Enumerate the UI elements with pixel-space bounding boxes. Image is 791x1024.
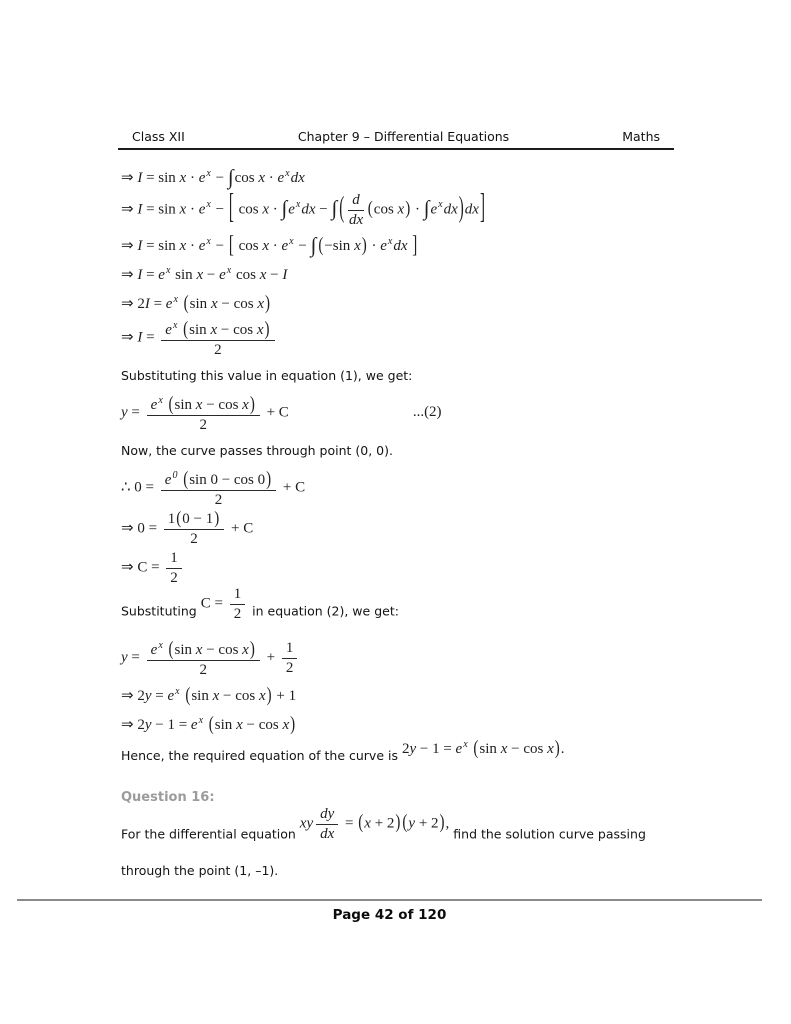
math-delimiter: ) (290, 714, 296, 736)
denominator (161, 491, 276, 509)
math-delimiter: ] (479, 190, 485, 228)
denominator (147, 416, 260, 434)
math-text: 0 − 1 (182, 511, 214, 527)
math-variable: I (144, 296, 150, 312)
math-superscript: x (158, 395, 163, 406)
math-superscript: x (206, 236, 211, 247)
math-text: = sin (142, 170, 180, 186)
math-text: · (411, 201, 424, 218)
math-text: − cos (217, 322, 257, 338)
denominator (161, 341, 274, 359)
math-text: ⇒ 0 = (121, 520, 161, 537)
paragraph-with-math (121, 806, 677, 854)
integral-icon: ∫ (310, 233, 317, 257)
math-text: sin (479, 741, 501, 757)
math-text: , (445, 815, 450, 832)
math-delimiter: ) (361, 235, 367, 257)
fraction (147, 637, 260, 679)
integral-icon: ∫ (331, 196, 338, 221)
math-variable: e (165, 322, 172, 338)
math-text: · (265, 170, 278, 186)
math-variable: x (262, 238, 269, 254)
math-text: − cos (507, 741, 548, 757)
math-delimiter: ( (185, 685, 191, 707)
math-variable: I (137, 267, 143, 283)
math-variable: y (409, 741, 417, 757)
math-variable: d (352, 192, 360, 208)
math-text: 2 (199, 417, 207, 433)
denominator (348, 211, 364, 229)
math-superscript: x (206, 199, 211, 211)
math-text: 2 (170, 570, 178, 586)
denominator (166, 569, 182, 587)
math-delimiter: [ (228, 190, 234, 228)
math-delimiter: ( (473, 737, 479, 760)
math-text: sin (189, 322, 211, 338)
math-text: ⇒ (121, 329, 138, 346)
paragraph: Now, the curve passes through point (0, 0). (121, 443, 393, 458)
math-superscript: x (285, 168, 290, 179)
math-variable: x (195, 397, 203, 413)
math-text: + 1 (272, 688, 297, 704)
math-text: + C (227, 520, 254, 537)
math-text: ⇒ (121, 238, 138, 254)
math-text: C = (200, 595, 227, 612)
math-variable: xy (299, 815, 314, 832)
math-text: + 2 (415, 815, 439, 832)
equation-line (121, 259, 677, 287)
math-delimiter: ) (405, 199, 411, 220)
math-text: ⇒ C = (121, 559, 164, 576)
fraction (316, 805, 338, 843)
math-variable: e (198, 201, 206, 218)
math-text: − (266, 267, 283, 283)
math-variable: x (259, 688, 266, 704)
math-superscript: x (165, 265, 171, 276)
math-text: ⇒ (121, 201, 138, 218)
math-variable: x (179, 170, 187, 186)
math-text: 2 (214, 492, 223, 508)
numerator (161, 467, 276, 491)
math-variable: y (121, 404, 128, 421)
equation-line (121, 510, 677, 548)
math-text: = (341, 815, 358, 832)
math-variable: e (165, 296, 173, 312)
math-variable: e (430, 201, 438, 218)
math-variable: x (210, 296, 218, 312)
equation-number: ...(2) (412, 404, 442, 421)
math-text: − (211, 238, 228, 254)
math-variable: e (219, 267, 226, 283)
math-superscript: 0 (172, 470, 178, 481)
text-run: find the solution curve passing (449, 826, 646, 842)
math-text: · (367, 238, 381, 254)
math-variable: dx (301, 201, 316, 218)
math-text: cos (232, 267, 260, 283)
math-variable: e (198, 238, 206, 254)
math-variable: I (282, 267, 288, 283)
math-delimiter: ( (339, 192, 345, 225)
math-text: 2 (285, 660, 294, 676)
math-delimiter: ) (458, 192, 464, 225)
math-variable: dx (320, 826, 335, 842)
math-text: = (127, 404, 144, 421)
math-variable: x (195, 642, 203, 658)
math-delimiter: ( (367, 199, 373, 220)
math-text: + (262, 649, 279, 666)
integral-icon: ∫ (227, 165, 234, 189)
math-text: = (142, 267, 159, 283)
math-text: · (186, 238, 199, 254)
fraction (164, 510, 224, 548)
header-subject: Maths (622, 129, 660, 144)
numerator (230, 585, 246, 605)
math-superscript: x (387, 236, 393, 247)
math-variable: e (277, 170, 285, 186)
math-text: ⇒ (121, 170, 138, 186)
equation-line (121, 709, 677, 737)
math-text: sin (214, 717, 237, 733)
math-text: 2 (401, 741, 410, 757)
math-variable: e (455, 741, 463, 757)
numerator (348, 191, 364, 211)
math-text: ∴ 0 = (121, 479, 158, 496)
equation-line (121, 467, 677, 509)
math-variable: x (212, 688, 220, 704)
equation-line (121, 317, 677, 359)
math-variable: dx (443, 201, 458, 218)
math-text: 2 (214, 342, 222, 358)
text-run: Substituting (121, 603, 201, 619)
inline-math (402, 736, 565, 758)
math-delimiter: ( (176, 509, 182, 529)
math-text: − cos (202, 397, 243, 413)
math-text: 2 (233, 606, 242, 622)
math-delimiter: ( (168, 394, 174, 416)
math-text: = sin (142, 238, 180, 254)
paragraph-with-math (121, 737, 677, 765)
math-text: 2 (190, 531, 198, 547)
math-text: − cos (217, 296, 258, 312)
fraction (147, 392, 260, 434)
paragraph: Substituting this value in equation (1), we get: (121, 368, 413, 383)
fraction (166, 549, 182, 587)
equation-line (121, 392, 677, 434)
math-text: sin (171, 267, 197, 283)
math-variable: x (354, 238, 361, 254)
denominator (282, 659, 298, 677)
math-text: 1 (233, 586, 242, 602)
math-variable: dy (320, 806, 335, 822)
equation-line (121, 230, 677, 258)
math-delimiter: ) (249, 639, 255, 661)
math-text: + C (262, 404, 289, 421)
math-variable: e (150, 397, 158, 413)
denominator (147, 661, 260, 679)
math-text: cos (234, 201, 263, 218)
math-superscript: x (206, 168, 211, 179)
inline-math (201, 585, 248, 623)
math-variable: x (236, 717, 243, 733)
math-text: . (560, 741, 565, 757)
numerator (316, 805, 338, 825)
math-text: 2 (199, 662, 207, 678)
header-chapter-title: Chapter 9 – Differential Equations (297, 129, 510, 144)
page-footer (17, 899, 762, 923)
math-superscript: x (198, 715, 204, 726)
numerator (164, 510, 224, 530)
math-text: sin (174, 397, 196, 413)
math-text: = sin (142, 201, 180, 218)
math-variable: x (364, 815, 371, 832)
header-class: Class XII (132, 129, 185, 144)
numerator (166, 549, 182, 569)
denominator (230, 605, 246, 623)
math-variable: e (164, 472, 172, 488)
inline-math (300, 805, 450, 843)
page-number-label: Page 42 of 120 (332, 907, 447, 923)
math-delimiter: ) (395, 812, 401, 834)
math-delimiter: ) (249, 394, 255, 416)
math-text: sin (189, 296, 211, 312)
math-variable: x (257, 296, 264, 312)
math-variable: e (190, 717, 198, 733)
math-variable: y (408, 815, 416, 832)
math-text: cos (373, 201, 398, 218)
question-heading: Question 16: (121, 790, 215, 805)
math-text: = (151, 688, 168, 704)
math-superscript: x (295, 199, 301, 211)
math-text: = (149, 296, 166, 312)
math-variable: e (198, 170, 206, 186)
math-variable: x (259, 267, 267, 283)
math-variable: x (547, 741, 554, 757)
math-text: · (268, 238, 282, 254)
math-text: ⇒ (121, 267, 138, 283)
math-delimiter: ( (402, 812, 408, 834)
math-text: = (127, 649, 144, 666)
content-area (121, 161, 677, 887)
math-variable: x (242, 397, 249, 413)
equation-line (121, 680, 677, 708)
fraction (161, 317, 274, 359)
math-variable: e (380, 238, 387, 254)
math-variable: I (137, 329, 143, 346)
math-variable: y (144, 717, 152, 733)
math-variable: x (397, 201, 405, 218)
fraction (230, 585, 246, 623)
math-variable: e (281, 238, 289, 254)
math-text: · (268, 201, 282, 218)
math-text: ⇒ 2 (121, 688, 145, 704)
math-text: − 1 = (416, 741, 456, 757)
math-variable: x (262, 201, 269, 218)
math-delimiter: ) (264, 319, 270, 341)
text-run: Hence, the required equation of the curve is (121, 748, 402, 763)
math-delimiter: ( (183, 469, 189, 491)
math-text: − (203, 267, 220, 283)
fraction (282, 639, 298, 677)
math-delimiter: ( (183, 319, 189, 341)
math-text: = (142, 329, 159, 346)
math-variable: dx (393, 238, 408, 254)
math-variable: e (158, 267, 165, 283)
text-run: For the differential equation (121, 826, 300, 842)
math-variable: x (500, 741, 508, 757)
math-delimiter: [ (228, 232, 234, 259)
math-variable: I (137, 201, 143, 218)
math-variable: x (179, 238, 187, 254)
numerator (282, 639, 298, 659)
math-variable: dx (464, 201, 479, 218)
math-delimiter: ) (554, 737, 560, 760)
math-text: − 1 = (151, 717, 191, 733)
math-text: − (294, 238, 311, 254)
denominator (316, 825, 338, 843)
numerator (147, 637, 260, 661)
math-variable: e (288, 201, 295, 218)
math-text: − (211, 201, 228, 218)
math-delimiter: ) (266, 685, 272, 707)
math-variable: x (179, 201, 187, 218)
math-superscript: x (438, 199, 443, 211)
equation-line (121, 162, 677, 190)
math-text: 1 (285, 640, 294, 656)
math-text: cos (234, 170, 259, 186)
math-delimiter: ) (265, 293, 270, 315)
math-text: ⇒ 2 (121, 296, 145, 312)
math-text: sin (174, 642, 196, 658)
denominator (164, 530, 224, 548)
equation-line (121, 288, 677, 316)
math-delimiter: ( (208, 714, 214, 736)
math-text: · (186, 201, 199, 218)
math-variable: dx (348, 212, 364, 228)
math-variable: x (258, 170, 265, 186)
equation-line (121, 191, 677, 229)
numerator (161, 317, 274, 341)
math-variable: I (137, 170, 143, 186)
math-text: cos (234, 238, 263, 254)
math-text: − cos (242, 717, 283, 733)
integral-icon: ∫ (423, 196, 430, 221)
text-run: in equation (2), we get: (248, 603, 399, 619)
integral-icon: ∫ (281, 196, 288, 221)
math-delimiter: ( (318, 235, 324, 257)
equation-line (121, 549, 677, 587)
math-superscript: x (463, 739, 468, 750)
math-variable: e (167, 688, 175, 704)
math-variable: x (282, 717, 290, 733)
math-variable: x (242, 642, 249, 658)
math-variable: e (150, 642, 158, 658)
math-text: + C (279, 479, 306, 496)
paragraph: through the point (1, –1). (121, 863, 279, 878)
math-text: + 2 (370, 815, 395, 832)
math-text: − (315, 201, 332, 218)
math-delimiter: ] (412, 232, 418, 259)
equation-line (121, 637, 677, 679)
math-superscript: x (226, 265, 232, 276)
math-text: − (211, 170, 228, 186)
math-superscript: x (173, 294, 178, 305)
math-superscript: x (289, 236, 294, 247)
math-delimiter: ( (358, 812, 364, 834)
math-delimiter: ) (266, 469, 272, 491)
math-variable: x (210, 322, 218, 338)
math-variable: x (196, 267, 204, 283)
math-text: 1 (170, 550, 178, 566)
paragraph-with-math (121, 586, 677, 631)
math-text: −sin (324, 238, 355, 254)
math-delimiter: ) (214, 509, 220, 529)
math-variable: dx (290, 170, 305, 186)
math-variable: x (256, 322, 264, 338)
math-delimiter: ( (168, 639, 174, 661)
math-variable: y (144, 688, 152, 704)
math-text: 1 (167, 511, 176, 527)
math-superscript: x (158, 640, 163, 651)
math-text: ⇒ 2 (121, 717, 145, 733)
math-text: − cos (202, 642, 243, 658)
math-variable: I (137, 238, 143, 254)
page-header (118, 129, 674, 150)
math-delimiter: ) (439, 812, 445, 834)
math-text: sin (191, 688, 213, 704)
math-variable: y (121, 649, 128, 666)
math-text: · (186, 170, 199, 186)
math-delimiter: ( (183, 293, 189, 315)
math-text: − cos (219, 688, 259, 704)
numerator (147, 392, 260, 416)
fraction (161, 467, 276, 509)
math-text: sin 0 − cos 0 (189, 472, 266, 488)
math-superscript: x (172, 320, 178, 331)
math-superscript: x (175, 686, 180, 697)
fraction (348, 191, 364, 229)
